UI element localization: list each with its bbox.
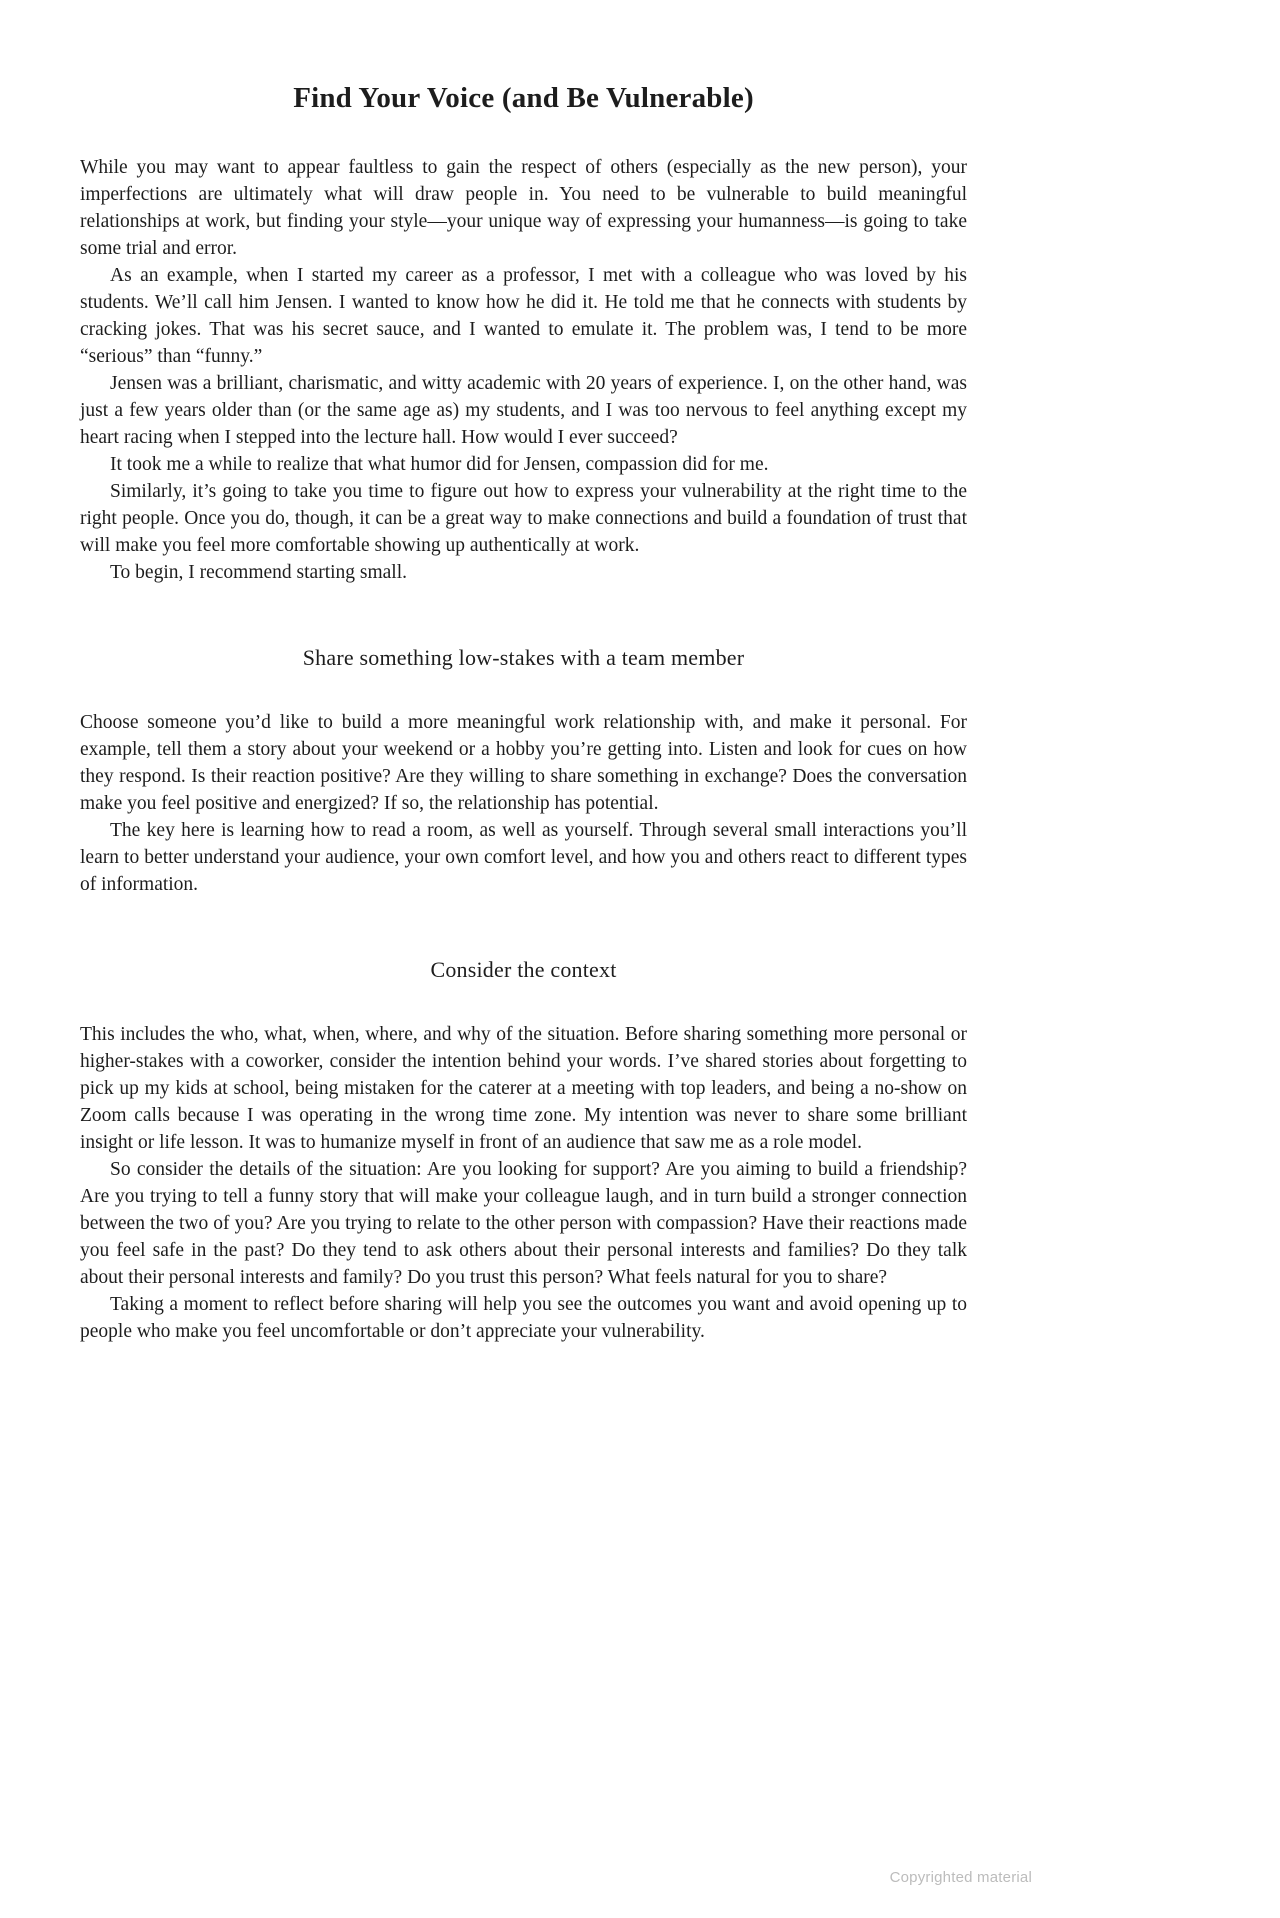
paragraph: The key here is learning how to read a room, as well as yourself. Through several small interactions you’ll learn to better understand your audience, your own comfort level, and how you and others react to different types of information.	[80, 820, 967, 895]
paragraph: As an example, when I started my career as a professor, I met with a colleague who was loved by his students. We’ll call him Jensen. I wanted to know how he did it. He told me that he connects with students by cracking jokes. That was his secret sauce, and I wanted to emulate it. The problem was, I tend to be more “serious” than “funny.”	[80, 265, 967, 367]
paragraph: To begin, I recommend starting small.	[110, 562, 408, 583]
paragraph: It took me a while to realize that what humor did for Jensen, compassion did for me.	[110, 454, 769, 475]
paragraph: Choose someone you’d like to build a more meaningful work relationship with, and make it personal. For example, tell them a story about your weekend or a hobby you’re getting into. Listen and look for cues on how they respond. Is their reaction positive? Are they willing to share something in exchange? Does the conversation make you feel positive and energized? If so, the relationship has potential.	[80, 712, 967, 814]
section-heading-context: Consider the context	[430, 957, 617, 982]
paragraph: Similarly, it’s going to take you time to figure out how to express your vulnerability at the right time to the right people. Once you do, though, it can be a great way to make connections and build a foundation of trust that will make you feel more comfortable showing up authentically at work.	[80, 481, 967, 556]
page-content	[80, 0, 967, 1345]
paragraph: While you may want to appear faultless to gain the respect of others (especially as the new person), your imperfections are ultimately what will draw people in. You need to be vulnerable to build meaningful relationships at work, but finding your style—your unique way of expressing your humanness—is going to take some trial and error.	[80, 157, 967, 259]
copyright-watermark: Copyrighted material	[889, 1869, 1032, 1886]
paragraph: So consider the details of the situation: Are you looking for support? Are you aiming to build a friendship? Are you trying to tell a funny story that will make your colleague laugh, and in turn build a stronger connection between the two of you? Are you trying to relate to the other person with compassion? Have their reactions made you feel safe in the past? Do they tend to ask others about their personal interests and families? Do they talk about their personal interests and family? Do you trust this person? What feels natural for you to share?	[80, 1159, 967, 1288]
paragraph: Jensen was a brilliant, charismatic, and witty academic with 20 years of experience. I, on the other hand, was just a few years older than (or the same age as) my students, and I was too nervous to feel anything except my heart racing when I stepped into the lecture hall. How would I ever succeed?	[80, 373, 967, 448]
paragraph: Taking a moment to reflect before sharing will help you see the outcomes you want and avoid opening up to people who make you feel uncomfortable or don’t appreciate your vulnerability.	[80, 1294, 967, 1342]
section-heading-low-stakes: Share something low-stakes with a team member	[302, 645, 745, 670]
paragraph: This includes the who, what, when, where, and why of the situation. Before sharing something more personal or higher-stakes with a coworker, consider the intention behind your words. I’ve shared stories about forgetting to pick up my kids at school, being mistaken for the caterer at a meeting with top leaders, and being a no-show on Zoom calls because I was operating in the wrong time zone. My intention was never to share some brilliant insight or life lesson. It was to humanize myself in front of an audience that saw me as a role model.	[80, 1024, 967, 1153]
chapter-title: Find Your Voice (and Be Vulnerable)	[293, 82, 754, 114]
